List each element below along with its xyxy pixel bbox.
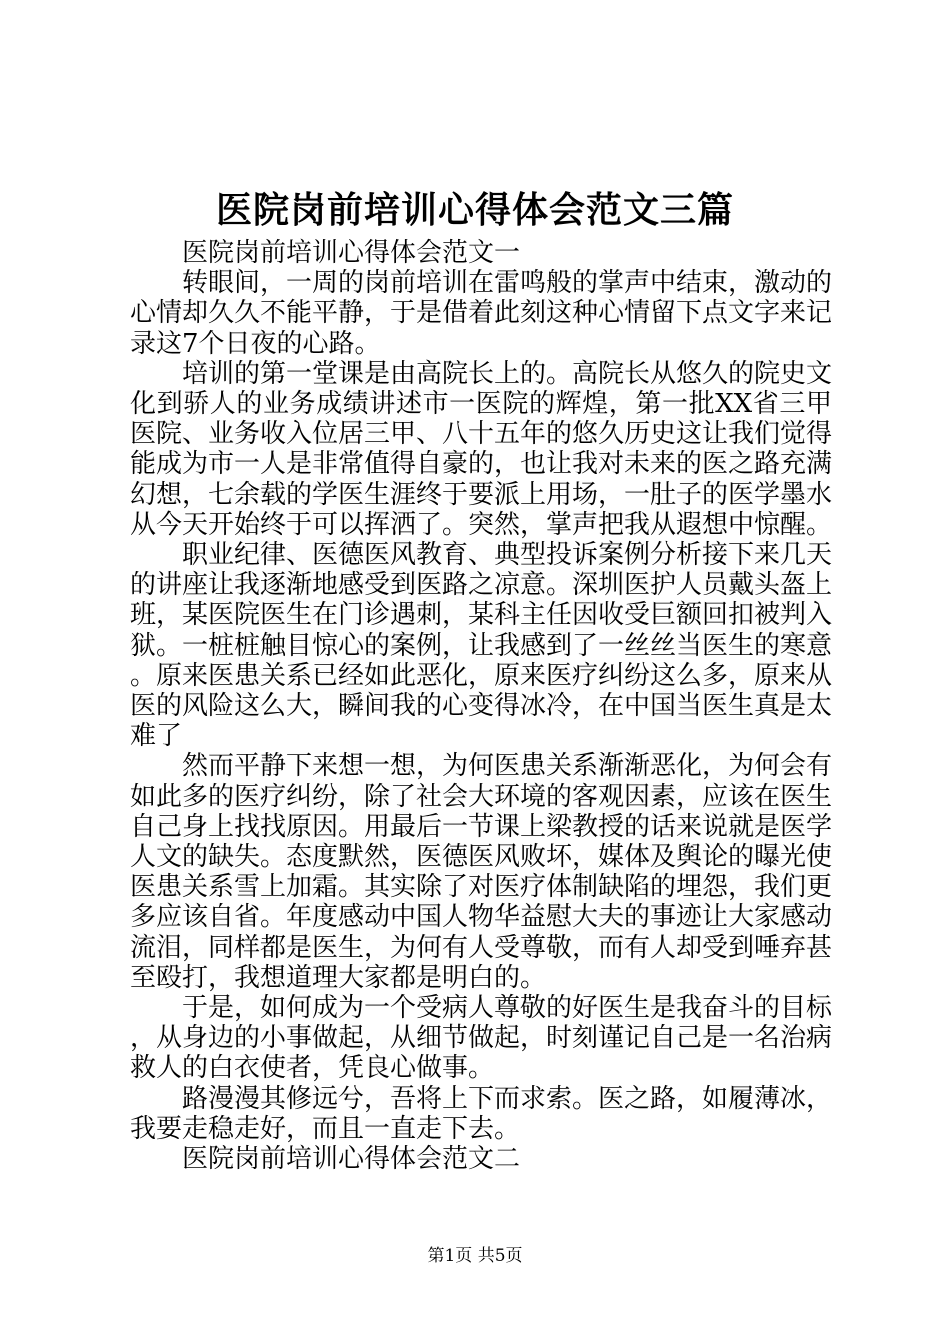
paragraph: 职业纪律、医德医风教育、典型投诉案例分析接下来几天的讲座让我逐渐地感受到医路之凉意。深圳医护人员戴头盔上班，某医院医生在门诊遇刺，某科主任因收受巨额回扣被判入狱。一桩桩触目惊心的案例，让我感到了一丝丝当医生的寒意。原来医患关系已经如此恶化，原来医疗纠纷这么多，原来从医的风险这么大，瞬间我的心变得冰冷，在中国当医生真是太难了 [130,540,833,752]
section-heading-1: 医院岗前培训心得体会范文一 [182,238,521,268]
paragraph: 培训的第一堂课是由高院长上的。高院长从悠久的院史文化到骄人的业务成绩讲述市一医院的辉煌，第一批XX省三甲医院、业务收入位居三甲、八十五年的悠久历史这让我们觉得能成为市一人是非常值得自豪的，也让我对未来的医之路充满幻想，七余载的学医生涯终于要派上用场，一肚子的医学墨水从今天开始终于可以挥洒了。突然，掌声把我从遐想中惊醒。 [130,358,833,540]
paragraph: 路漫漫其修远兮，吾将上下而求索。医之路，如履薄冰，我要走稳走好，而且一直走下去。 [130,1083,833,1144]
paragraph: 于是，如何成为一个受病人尊敬的好医生是我奋斗的目标，从身边的小事做起，从细节做起，时刻谨记自己是一名治病救人的白衣使者，凭良心做事。 [130,993,833,1084]
section-heading-2: 医院岗前培训心得体会范文二 [182,1144,521,1175]
document-body [130,238,832,1174]
document-title: 医院岗前培训心得体会范文三篇 [215,189,734,231]
page-footer [0,1244,950,1268]
paragraph: 转眼间，一周的岗前培训在雷鸣般的掌声中结束，激动的心情却久久不能平静，于是借着此刻这种心情留下点文字来记录这7个日夜的心路。 [130,268,833,359]
paragraph: 然而平静下来想一想，为何医患关系渐渐恶化，为何会有如此多的医疗纠纷，除了社会大环境的客观因素，应该在医生自己身上找找原因。用最后一节课上梁教授的话来说就是医学人文的缺失。态度默然，医德医风败坏，媒体及舆论的曝光使医患关系雪上加霜。其实除了对医疗体制缺陷的埋怨，我们更多应该自省。年度感动中国人物华益慰大夫的事迹让大家感动流泪，同样都是医生，为何有人受尊敬，而有人却受到唾弃甚至殴打，我想道理大家都是明白的。 [130,751,833,993]
page-indicator: 第1页 共5页 [427,1246,523,1266]
